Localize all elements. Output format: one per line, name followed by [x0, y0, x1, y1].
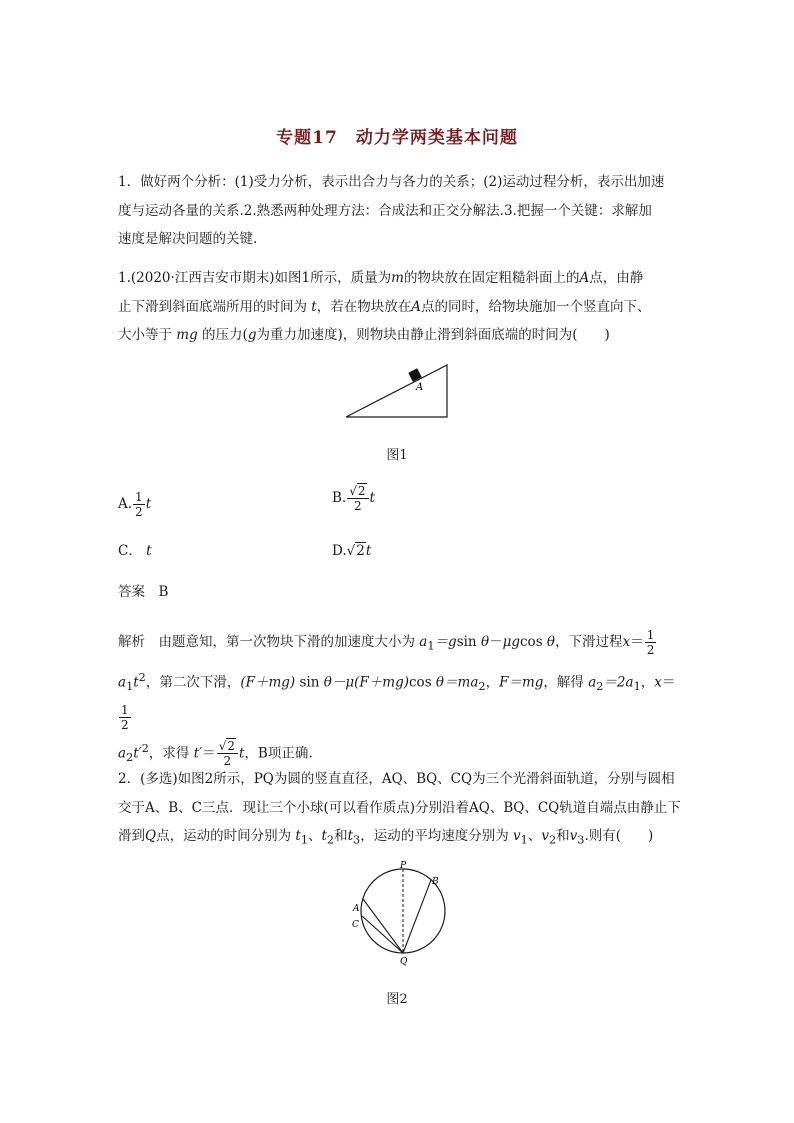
label-c: C	[352, 920, 359, 930]
answer-label: 答案	[118, 584, 145, 600]
answer-value: B	[158, 584, 169, 600]
analysis-paragraph	[118, 627, 683, 773]
option-d[interactable]: D.√2t	[332, 543, 372, 559]
label-p: P	[400, 861, 407, 871]
q2-line-2: 交于A、B、C三点．现让三个小球(可以看作质点)分别沿着AQ、BQ、CQ轨道自端点由静止下	[118, 799, 681, 816]
label-q: Q	[400, 957, 408, 967]
answer-line	[118, 582, 168, 602]
point-a-label: A	[416, 382, 424, 393]
figure-2-circle	[340, 860, 470, 970]
label-a: A	[353, 904, 360, 914]
q1-line-3: 大小等于 mg 的压力(g为重力加速度)，则物块由静止滑到斜面底端的时间为( )	[118, 327, 610, 343]
analysis-line-3: $a_2t'^2$，求得 t′＝ $\frac{√2}{2}$ t，B项正确.	[118, 739, 313, 769]
intro-line-3: 速度是解决问题的关键.	[118, 231, 258, 247]
q1-line-2: 止下滑到斜面底端所用的时间为 t，若在物块放在A点的同时，给物块施加一个竖直向下、	[118, 298, 651, 315]
option-b[interactable]: B. $\frac{√2}{2}$ t	[332, 484, 375, 513]
option-a-fraction: $\frac{1}{2}$	[135, 490, 143, 519]
option-c[interactable]: C． t	[118, 543, 152, 559]
option-b-fraction: $\frac{√2}{2}$	[347, 484, 368, 513]
q2-line-3: 滑到Q点，运动的时间分别为 $t_1$、$t_2$和$t_3$，运动的平均速度分别为 $v_1$、$v_2$和$v_3$.则有( )	[118, 828, 654, 847]
intro-line-2: 度与运动各量的关系.2.熟悉两种处理方法：合成法和正交分解法.3.把握一个关键：求解加	[118, 202, 652, 219]
label-b: B	[432, 877, 439, 887]
page-title: 专题17 动力学两类基本问题	[276, 128, 518, 148]
intro-line-1: 1．做好两个分析：(1)受力分析，表示出合力与各力的关系；(2)运动过程分析，表示出加速	[118, 174, 665, 190]
q2-line-1: 2．(多选)如图2所示，PQ为圆的竖直直径，AQ、BQ、CQ为三个光滑斜面轨道，分别与圆相	[118, 771, 675, 787]
figure-1-caption: 图1	[386, 448, 408, 463]
question-1-stem	[118, 264, 683, 350]
analysis-line-2: $a_1t^2$，第二次下滑，(F＋mg) sin θ－μ(F＋mg)cos $\theta=ma_2$，F＝mg，解得 $a_2=2a_1$，x＝ $\frac{1}{2}$	[118, 670, 676, 732]
incline-triangle	[346, 365, 447, 417]
analysis-line-1: 解析 由题意知，第一次物块下滑的加速度大小为 $a_1=gsin$ θ－μgcos θ，下滑过程x＝ $\frac{1}{2}$	[118, 628, 655, 657]
chord-bq	[403, 880, 431, 953]
figure-1-incline	[340, 358, 452, 422]
figure-2-caption: 图2	[386, 992, 408, 1007]
q1-line-1: 1.(2020·江西吉安市期末)如图1所示，质量为m的物块放在固定粗糙斜面上的A点，由静	[118, 270, 644, 286]
option-a[interactable]: A. $\frac{1}{2}$ t	[118, 490, 152, 519]
chord-aq	[363, 899, 403, 953]
question-2-stem	[118, 765, 683, 855]
intro-paragraph	[118, 168, 683, 254]
